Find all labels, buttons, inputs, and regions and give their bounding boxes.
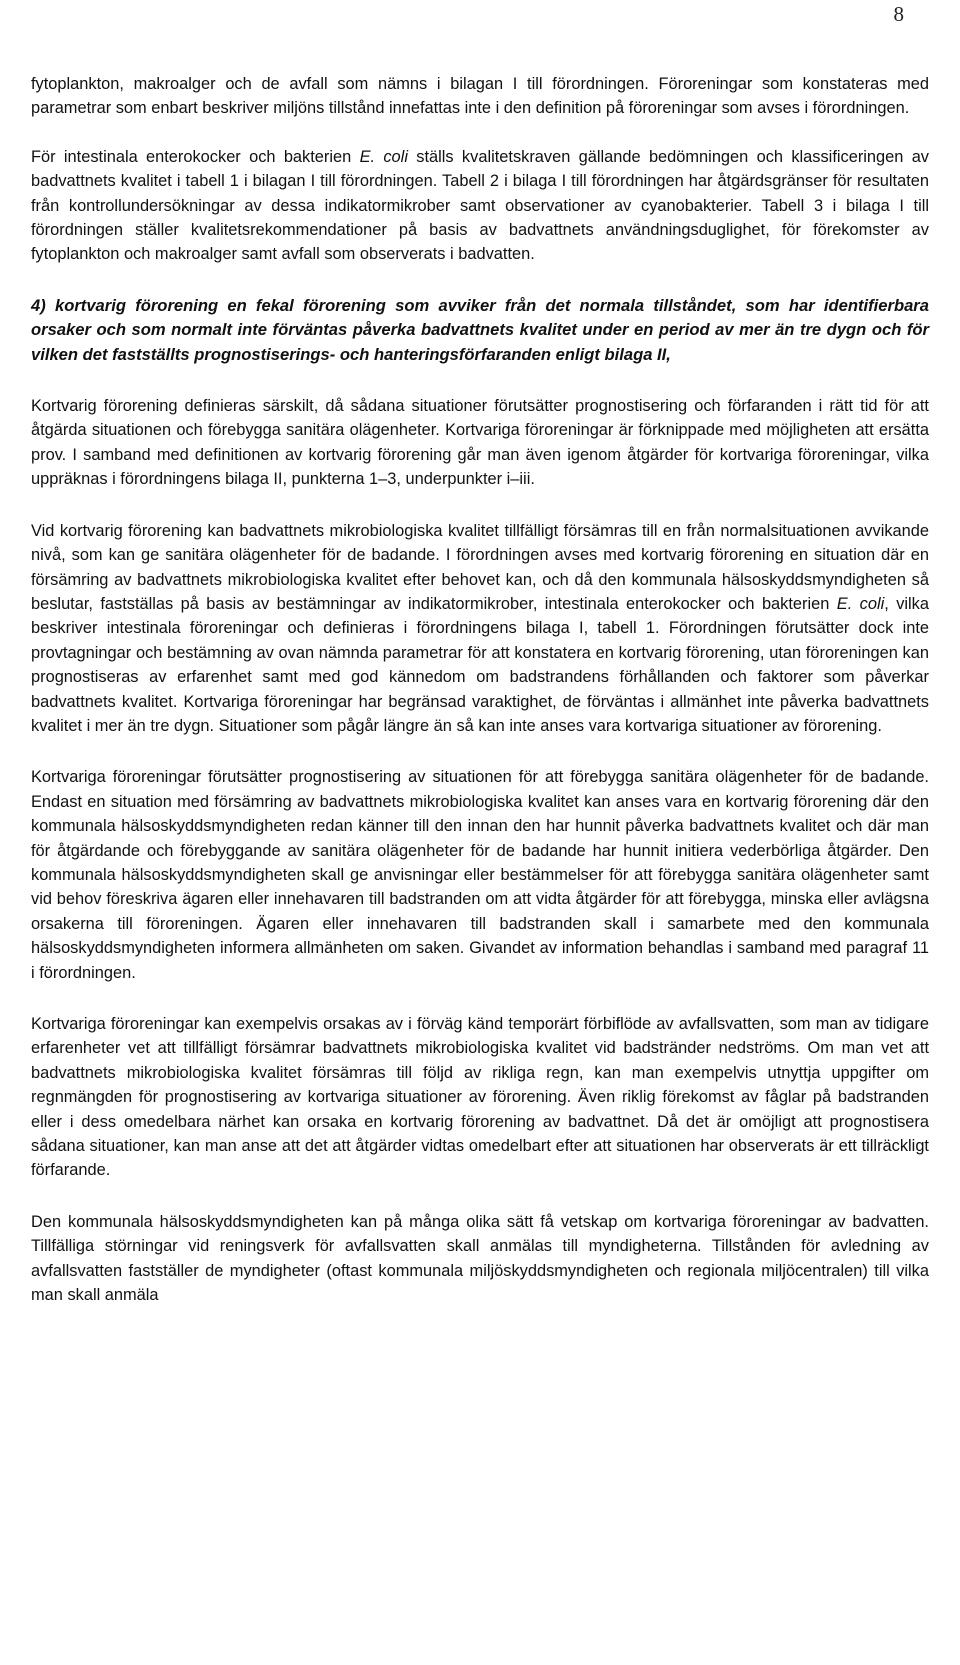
paragraph-text: För intestinala enterokocker och bakterien: [31, 147, 360, 166]
paragraph-authority-awareness: Den kommunala hälsoskyddsmyndigheten kan på många olika sätt få vetskap om kortvariga föroreningar av badvatten. Tillfälliga störningar vid reningsverk för avfallsvatten skall anmälas till myndigheterna. Tillstånden för avledning av avfallsvatten fastställer de myndigheter (oftast kommunala miljöskyddsmyndigheten och regionala miljöcentralen) till vilka man skall anmäla: [31, 1212, 929, 1305]
page-number: 8: [893, 2, 904, 26]
paragraph-examples: Kortvariga föroreningar kan exempelvis orsakas av i förväg känd temporärt förbiflöde av avfallsvatten, som man av tidigare erfarenheter vet att tillfälligt försämrar badvattnets mikrobiologiska kvalitet vid badstränder nedströms. Om man vet att badvattnets mikrobiologiska kvalitet försämras till följd av rikliga regn, kan man exempelvis utnyttja uppgifter om regnmängden för prognostisering av kortvariga situationer av förorening. Även riklig förekomst av fåglar på badstranden eller i dess omedelbara närhet kan orsaka en kortvarig förorening av badvattnet. Då det är omöjligt att prognostisera sådana situationer, kan man anse att det att åtgärder vidtas omedelbart efter att situationen har observerats är ett tillräckligt förfarande.: [31, 1015, 929, 1180]
species-name: E. coli: [359, 147, 408, 166]
definition-short-term-pollution: 4) kortvarig förorening en fekal förorening som avviker från det normala tillståndet, som har identifierbara orsaker och som normalt inte förväntas påverka badvattnets kvalitet under en period av mer än tre dygn och för vilken det fastställts prognostiserings- och hanteringsförfaranden enligt bilaga II,: [31, 295, 929, 364]
paragraph-enterococci: [31, 145, 929, 267]
paragraph-short-term-definition: Kortvarig förorening definieras särskilt, då sådana situationer förutsätter prognostisering och förfaranden i rätt tid för att åtgärda situationen och förebygga sanitära olägenheter. Kortvariga föroreningar är förknippade med möjligheten att ersätta prov. I samband med definitionen av kortvarig förorening går man även igenom åtgärder för kortvariga föroreningar, vilka uppräknas i förordningens bilaga II, punkterna 1–3, underpunkter i–iii.: [31, 397, 929, 489]
paragraph-prognosis: Kortvariga föroreningar förutsätter prognostisering av situationen för att förebygga sanitära olägenheter för de badande. Endast en situation med försämring av badvattnets mikrobiologiska kvalitet kan anses vara en kortvarig förorening där den kommunala hälsoskyddsmyndigheten redan känner till den innan den har hunnit påverka badvattnets kvalitet och där man för åtgärdande och förebyggande av sanitära olägenheter för de badande har hunnit initiera vederbörliga åtgärder. Den kommunala hälsoskyddsmyndigheten skall ge anvisningar eller bestämmelser för att förebygga sanitära olägenheter samt vid behov föreskriva ägaren eller innehavaren till badstranden om att vidta åtgärder för att förebygga, minska eller avlägsna orsakerna till föroreningen. Ägaren eller innehavaren till badstranden skall i samarbete med den kommunala hälsoskyddsmyndigheten informera allmänheten om saken. Givandet av information behandlas i samband med paragraf 11 i förordningen.: [31, 768, 929, 982]
paragraph-text: , vilka beskriver intestinala föroreningar och definieras i förordningens bilaga I, tabell 1. Förordningen förutsätter dock inte provtagningar och bestämning av ovan nämnda parametrar för att konstatera en kortvarig förorening, utan föroreningen kan prognostiseras av erfarenhet samt med god kännedom om badstrandens förhållanden och faktorer som påverkar badvattnets kvalitet. Kortvariga föroreningar har begränsad varaktighet, de förväntas i allmänhet inte påverka badvattnets kvalitet i mer än tre dygn. Situationer som pågår längre än så kan inte anses vara kortvariga situationer av förorening.: [31, 594, 929, 735]
paragraph-text: Vid kortvarig förorening kan badvattnets mikrobiologiska kvalitet tillfälligt försämras till en från normalsituationen avvikande nivå, som kan ge sanitära olägenheter för de badande. I förordningen avses med kortvarig förorening en situation där en försämring av badvattnets mikrobiologiska kvalitet efter behovet kan, och då den kommunala hälsoskyddsmyndigheten så beslutar, fastställas på basis av bestämningar av indikatormikrober, intestinala enterokocker och bakterien: [31, 521, 929, 613]
paragraph-intro: fytoplankton, makroalger och de avfall som nämns i bilagan I till förordningen. Föroreningar som konstateras med parametrar som enbart beskriver miljöns tillstånd innefattas inte i den definition på föroreningar som avses i förordningen.: [31, 75, 929, 118]
paragraph-text: ställs kvalitetskraven gällande bedömningen och klassificeringen av badvattnets kvalitet i tabell 1 i bilagan I till förordningen. Tabell 2 i bilaga I till förordningen har åtgärdsgränser för resultaten från kontrollundersökningar av dessa indikatormikrober samt observationer av cyanobakterier. Tabell 3 i bilaga I till förordningen ställer kvalitetsrekommendationer på basis av badvattnets användningsduglighet, för förekomster av fytoplankton och makroalger samt avfall som observerats i badvatten.: [31, 147, 930, 264]
document-body: [31, 72, 929, 1334]
species-name: E. coli: [836, 594, 885, 613]
paragraph-microbiological-quality: [31, 519, 929, 739]
